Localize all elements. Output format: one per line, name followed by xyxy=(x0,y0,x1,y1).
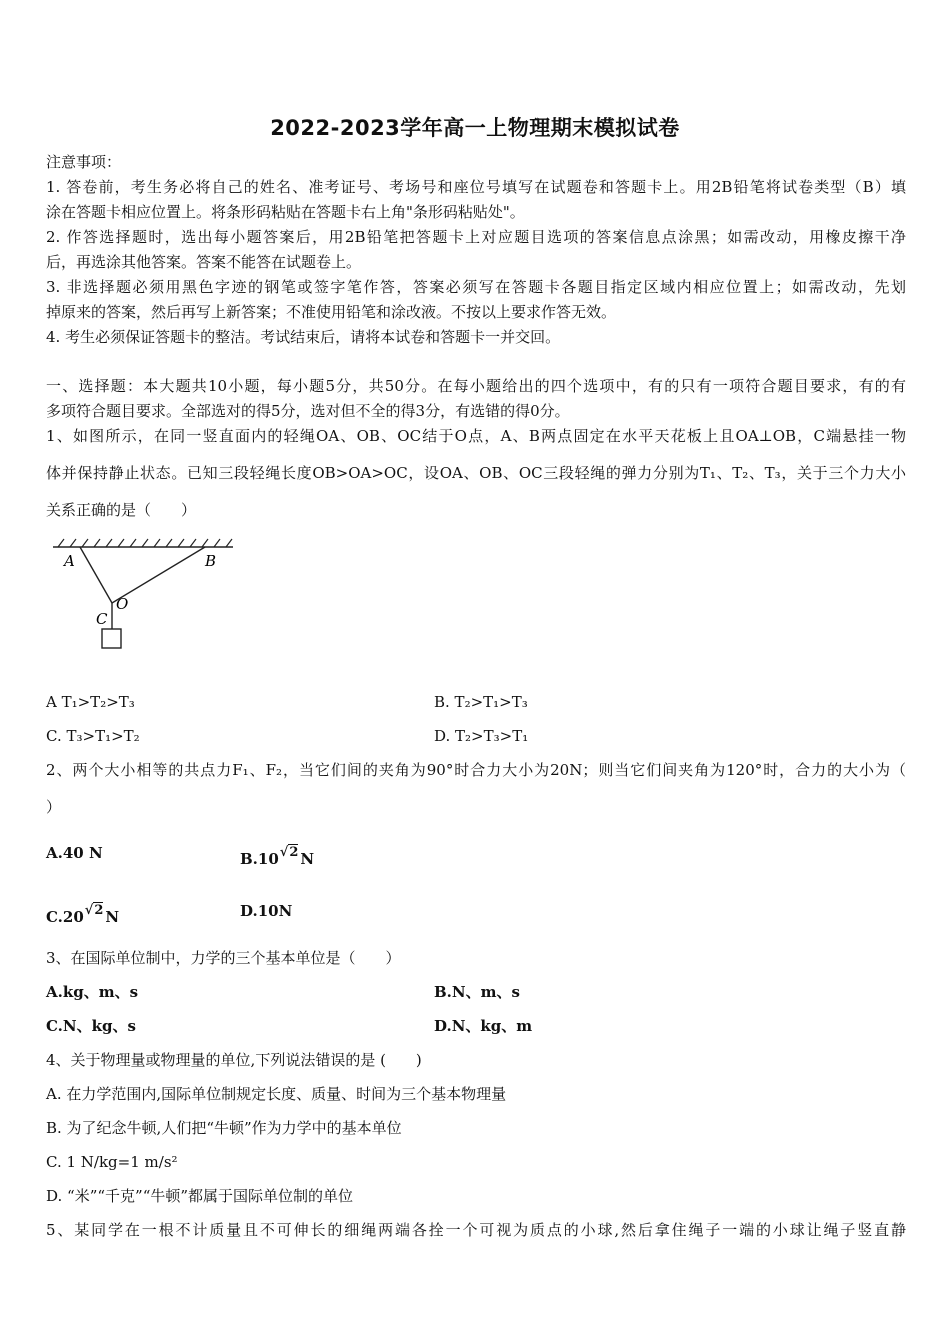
radicand: 2 xyxy=(94,903,104,918)
question-3-option-d: D.N、kg、m xyxy=(434,1017,533,1035)
question-2-option-a: A.40 N xyxy=(46,844,103,862)
question-1-stem: 1、如图所示，在同一竖直面内的轻绳OA、OB、OC结于O点，A、B两点固定在水平天花板上且OA⊥OB，C端悬挂一物 xyxy=(46,427,906,445)
notice-line: 2. 作答选择题时，选出每小题答案后，用2B铅笔把答题卡上对应题目选项的答案信息点涂黑；如需改动，用橡皮擦干净 xyxy=(46,228,906,246)
question-1-option-a: A T₁>T₂>T₃ xyxy=(46,693,135,711)
question-5-stem: 5、某同学在一根不计质量且不可伸长的细绳两端各拴一个可视为质点的小球,然后拿住绳子一端的小球让绳子竖直静 xyxy=(46,1221,906,1239)
question-3-option-c: C.N、kg、s xyxy=(46,1017,136,1035)
notice-line: 1. 答卷前，考生务必将自己的姓名、准考证号、考场号和座位号填写在试题卷和答题卡上。用2B铅笔将试卷类型（B）填 xyxy=(46,178,906,196)
label-b: B xyxy=(205,552,217,570)
rope-diagram xyxy=(50,533,240,658)
question-3-stem: 3、在国际单位制中，力学的三个基本单位是（ ） xyxy=(46,949,401,967)
option-c-prefix: C.20 xyxy=(46,908,84,926)
question-2-option-b xyxy=(240,842,314,870)
question-3-option-b: B.N、m、s xyxy=(434,983,520,1001)
notice-line: 后，再选涂其他答案。答案不能答在试题卷上。 xyxy=(46,253,362,271)
question-2-option-c xyxy=(46,900,119,928)
question-3-option-a: A.kg、m、s xyxy=(46,983,139,1001)
sqrt-symbol: √2 xyxy=(279,845,299,860)
section-heading: 多项符合题目要求。全部选对的得5分，选对但不全的得3分，有选错的得0分。 xyxy=(46,402,570,420)
option-b-unit: N xyxy=(300,850,315,868)
question-4-option-b: B. 为了纪念牛顿,人们把“牛顿”作为力学中的基本单位 xyxy=(46,1119,402,1137)
notice-line: 4. 考生必须保证答题卡的整洁。考试结束后，请将本试卷和答题卡一并交回。 xyxy=(46,328,561,346)
notice-line: 掉原来的答案，然后再写上新答案；不准使用铅笔和涂改液。不按以上要求作答无效。 xyxy=(46,303,617,321)
question-1-option-d: D. T₂>T₃>T₁ xyxy=(434,727,529,745)
notice-heading: 注意事项： xyxy=(46,153,122,171)
question-2-stem: ） xyxy=(46,798,62,816)
question-2-stem: 2、两个大小相等的共点力F₁、F₂，当它们间的夹角为90°时合力大小为20N；则当它们间夹角为120°时，合力的大小为（ xyxy=(46,761,906,779)
label-o: O xyxy=(116,595,129,613)
section-heading: 一、选择题：本大题共10小题，每小题5分，共50分。在每小题给出的四个选项中，有的只有一项符合题目要求，有的有 xyxy=(46,377,906,395)
question-1-option-c: C. T₃>T₁>T₂ xyxy=(46,727,140,745)
question-4-option-c: C. 1 N/kg=1 m/s² xyxy=(46,1153,178,1171)
sqrt-symbol: √2 xyxy=(84,903,104,918)
option-c-unit: N xyxy=(105,908,120,926)
question-1-stem: 体并保持静止状态。已知三段轻绳长度OB>OA>OC，设OA、OB、OC三段轻绳的弹力分别为T₁、T₂、T₃，关于三个力大小 xyxy=(46,464,906,482)
question-2-option-d: D.10N xyxy=(240,902,293,920)
label-a: A xyxy=(64,552,75,570)
question-1-option-b: B. T₂>T₁>T₃ xyxy=(434,693,528,711)
question-4-option-d: D. “米”“千克”“牛顿”都属于国际单位制的单位 xyxy=(46,1187,354,1205)
notice-line: 3. 非选择题必须用黑色字迹的钢笔或签字笔作答，答案必须写在答题卡各题目指定区域内相应位置上；如需改动，先划 xyxy=(46,278,906,296)
question-1-stem: 关系正确的是（ ） xyxy=(46,501,197,519)
question-4-option-a: A. 在力学范围内,国际单位制规定长度、质量、时间为三个基本物理量 xyxy=(46,1085,507,1103)
question-4-stem: 4、关于物理量或物理量的单位,下列说法错误的是 ( ) xyxy=(46,1051,422,1069)
page-title: 2022-2023学年高一上物理期末模拟试卷 xyxy=(270,116,680,140)
notice-line: 涂在答题卡相应位置上。将条形码粘贴在答题卡右上角"条形码粘贴处"。 xyxy=(46,203,525,221)
radicand: 2 xyxy=(289,845,299,860)
option-b-prefix: B.10 xyxy=(240,850,279,868)
label-c: C xyxy=(96,610,108,628)
